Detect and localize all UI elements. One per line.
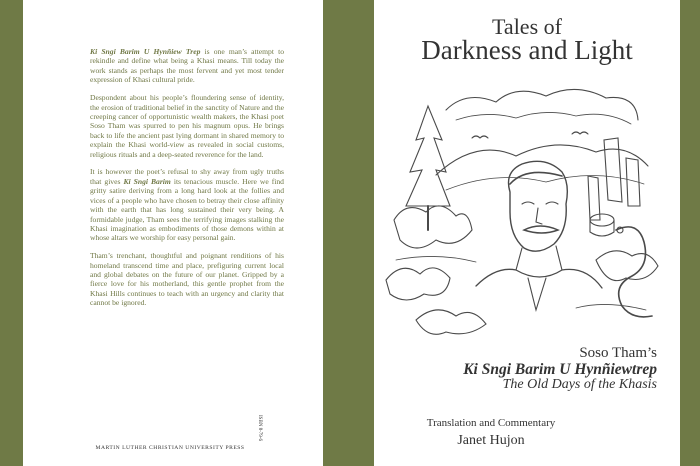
left-edge-band	[0, 0, 23, 466]
blurb-paragraph	[90, 167, 284, 242]
translation-label: Translation and Commentary	[426, 417, 556, 429]
author-name: Soso Tham’s	[579, 345, 657, 361]
blurb-text: It is however the poet’s refusal to shy away from ugly truths that gives	[90, 167, 284, 186]
blurb-paragraph	[90, 47, 284, 85]
blurb-text: Tham’s trenchant, thoughtful and poignant renditions of his homeland transcend time and place, prefiguring current local and global debates on the future of our planet. Gripped by a fierce love for his motherland, this gentle prophet from the Khasi Hills continues to teach with an urgency and clarity that cannot be ignored.	[90, 251, 284, 308]
title-line-2: Darkness and Light	[421, 35, 633, 65]
work-subtitle: The Old Days of the Khasis	[502, 377, 657, 392]
blurb-text: Despondent about his people’s floundering sense of identity, the erosion of traditional belief in the sanctity of Nature and the creeping cancer of opportunistic wealth makers, the Khasi poet Soso Tham was spurred to pen his magnum opus. He brings back to life the ancient past lying dormant in shared memory to explain the Khasi world-view as revealed in social customs, religious rituals and a deep-seated reverence for the land.	[90, 93, 284, 159]
right-edge-band	[680, 0, 700, 466]
translator-name: Janet Hujon	[457, 433, 525, 448]
blurb-text: its tenacious muscle. Here we find gritty satire deriving from a long hard look at the follies and vices of a people who have chosen to betray their close affinity with the earth that has long sustained their very being. A formidable judge, Tham sees the terrifying images stalking the Khasi imagination as embodiments of those demons within at whose altars we worship for easy personal gain.	[90, 176, 284, 243]
spine	[323, 0, 374, 466]
blurb-paragraph	[90, 93, 284, 159]
blurb-emphasis: Ki Sngi Barim	[123, 176, 171, 186]
blurb-text: is one man’s attempt to rekindle and define what being a Khasi means. Till today the work stands as perhaps the most fervent and yet most tender expression of Khasi cultural pride.	[90, 47, 284, 85]
isbn-label: ISBN 8-79-6	[257, 415, 262, 441]
publisher-label: MARTIN LUTHER CHRISTIAN UNIVERSITY PRESS	[95, 445, 245, 451]
title-line-1: Tales of	[492, 14, 562, 39]
work-title: Ki Sngi Barim U Hynñiewtrep	[463, 361, 657, 378]
back-blurb	[90, 47, 284, 316]
pen-and-ink-illustration-icon	[376, 80, 680, 342]
blurb-emphasis: Ki Sngi Barim U Hynñiew Trep	[90, 47, 201, 56]
blurb-paragraph	[90, 251, 284, 307]
